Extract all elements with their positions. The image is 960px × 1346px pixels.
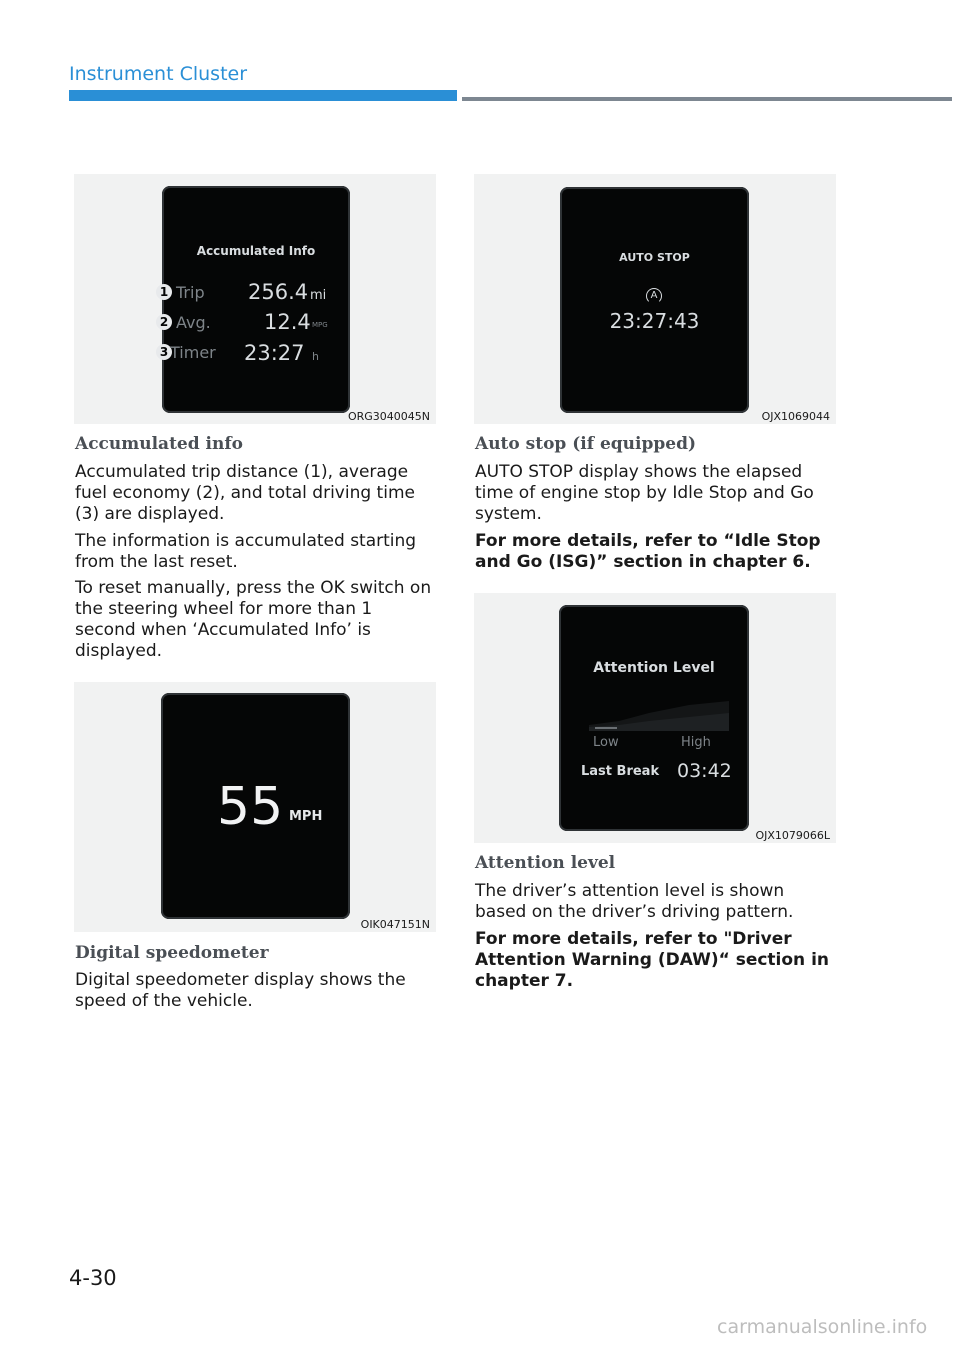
callout-number: 2 <box>156 314 172 330</box>
timer-label: Timer <box>170 343 216 362</box>
cluster-screen <box>161 693 350 919</box>
paragraph-reference: For more details, refer to "Driver Attention Warning (DAW)“ section in chapter 7. <box>475 929 830 991</box>
figure-accumulated-info <box>74 174 436 424</box>
section-heading-auto-stop: Auto stop (if equipped) <box>475 434 696 454</box>
callout-number: 1 <box>156 284 172 300</box>
avg-unit: MPG <box>312 321 328 329</box>
cluster-screen <box>159 186 350 413</box>
figure-code: OJX1079066L <box>755 829 830 842</box>
section-heading-accumulated-info: Accumulated info <box>75 434 244 454</box>
screen-title: Attention Level <box>593 660 715 676</box>
auto-stop-icon <box>646 288 662 304</box>
figure-auto-stop <box>474 174 836 424</box>
paragraph-reference: For more details, refer to “Idle Stop and Go (ISG)” section in chapter 6. <box>475 531 821 572</box>
trip-label: Trip <box>176 283 205 302</box>
speed-value: 55 <box>217 777 284 837</box>
last-break-label: Last Break <box>581 764 660 779</box>
cluster-screen <box>560 187 749 413</box>
figure-code: ORG3040045N <box>347 410 430 423</box>
figure-code: OIK047151N <box>360 918 430 931</box>
avg-value: 12.4 <box>264 310 311 334</box>
header-rule-accent <box>69 90 457 101</box>
section-heading-attention-level: Attention level <box>475 853 616 873</box>
figure-code: OJX1069044 <box>761 410 830 423</box>
speed-unit: MPH <box>289 809 323 824</box>
screen-title: AUTO STOP <box>619 251 690 264</box>
screen-title: Accumulated Info <box>196 244 316 258</box>
cluster-screen <box>559 605 749 831</box>
figure-attention-level <box>474 593 836 843</box>
chapter-title: Instrument Cluster <box>69 63 248 85</box>
elapsed-time: 23:27:43 <box>609 309 700 333</box>
watermark: carmanualsonline.info <box>717 1316 928 1338</box>
paragraph: Digital speedometer display shows the speed of the vehicle. <box>75 970 406 1011</box>
paragraph: To reset manually, press the OK switch on the steering wheel for more than 1 second when ‘Accumulated Info’ is displayed. <box>75 578 432 661</box>
high-label: High <box>681 735 711 750</box>
avg-label: Avg. <box>176 313 211 332</box>
timer-value: 23:27 <box>244 341 305 365</box>
paragraph: The driver’s attention level is shown based on the driver’s driving pattern. <box>475 881 794 922</box>
section-heading-digital-speedometer: Digital speedometer <box>75 943 269 963</box>
auto-stop-icon-letter: A <box>650 290 658 301</box>
last-break-value: 03:42 <box>677 760 732 782</box>
paragraph: The information is accumulated starting from the last reset. <box>75 531 417 572</box>
page-number: 4-30 <box>69 1266 117 1290</box>
callout-number: 3 <box>156 344 172 360</box>
header-rule <box>462 97 952 101</box>
trip-value: 256.4 <box>248 280 309 304</box>
low-label: Low <box>593 735 619 750</box>
figure-digital-speedometer <box>74 682 436 932</box>
attention-level-graph <box>589 691 729 731</box>
trip-unit: mi <box>310 288 327 303</box>
paragraph: Accumulated trip distance (1), average fuel economy (2), and total driving time (3) are displayed. <box>75 462 415 524</box>
timer-unit: h <box>312 350 319 363</box>
paragraph: AUTO STOP display shows the elapsed time of engine stop by Idle Stop and Go system. <box>475 462 814 524</box>
